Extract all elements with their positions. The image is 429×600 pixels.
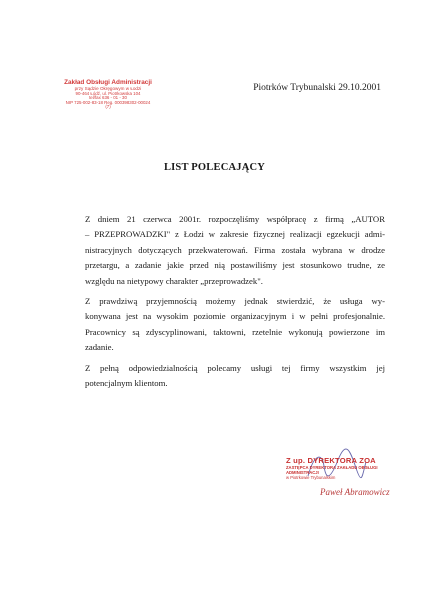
letter-body [59,212,385,396]
organization-stamp [58,80,158,110]
paragraph-3-line-1: Z pełną odpowiedzialnością polecamy usługi tej firmy wszystkim jej [85,362,385,373]
stamp-line-5: NIP 725-002-83-18 Reg. 000398302-00024 [65,99,151,105]
stamp-line-3: 90-464 Łódź, ul. Piotrkowska 104 [75,90,141,96]
paragraph-1-line-1: Z dniem 21 czerwca 2001r. rozpoczęliśmy współpracę z firmą „AUTOR [85,214,385,224]
stamp-line-2: przy Sądzie Okręgowym w Łodzi [74,85,142,91]
paragraph-1 [59,212,385,289]
paragraph-3 [59,361,385,392]
paragraph-2-line-2: konywana jest na wysokim poziomie organizacyjnym i w pełni profesjonalnie. [85,311,385,322]
paragraph-1-line-3: nistracyjnych dotyczących przekwaterowań. Firma została wybrana w drodze [85,244,385,255]
signature-stamp-line-3: w Piotrkowie Trybunalskim [286,475,336,480]
stamp-line-6: (7) [105,104,111,110]
signature-stamp-line-2: ZASTĘPCA DYREKTORA ZAKŁADU OBSŁUGI ADMINISTRACJI [286,465,378,475]
paragraph-1-line-5: względu na nietypowy charakter „przeprowadzek". [85,275,263,286]
stamp-line-1: Zakład Obsługi Administracji [64,79,152,86]
paragraph-2 [59,294,385,356]
signature-stamp-title: Z up. DYREKTORA ZOA [286,456,376,465]
paragraph-2-line-4: zadanie. [85,342,114,353]
paragraph-3-line-2: potencjalnym klientom. [85,378,168,389]
stamp-line-4: tel/fax 636 - 01 - 30 [89,95,127,101]
paragraph-1-line-4: przetargu, a zadanie jakie przed nią postawiliśmy jest stosunkowo trudne, ze [85,260,385,271]
signature-stamp [286,456,396,480]
paragraph-2-line-3: Pracownicy są zdyscyplinowani, taktowni, rzetelnie wykonują powierzone im [85,326,385,337]
paragraph-1-line-2: – PRZEPROWADZKI" z Łodzi w zakresie fizycznej realizacji egzekucji admi- [85,229,385,240]
signatory-name: Paweł Abramowicz [320,487,390,497]
place-date: Piotrków Trybunalski 29.10.2001 [253,83,381,93]
paragraph-2-line-1: Z prawdziwą przyjemnością możemy jednak stwierdzić, że usługa wy- [85,296,385,307]
document-title: LIST POLECAJĄCY [163,162,266,173]
